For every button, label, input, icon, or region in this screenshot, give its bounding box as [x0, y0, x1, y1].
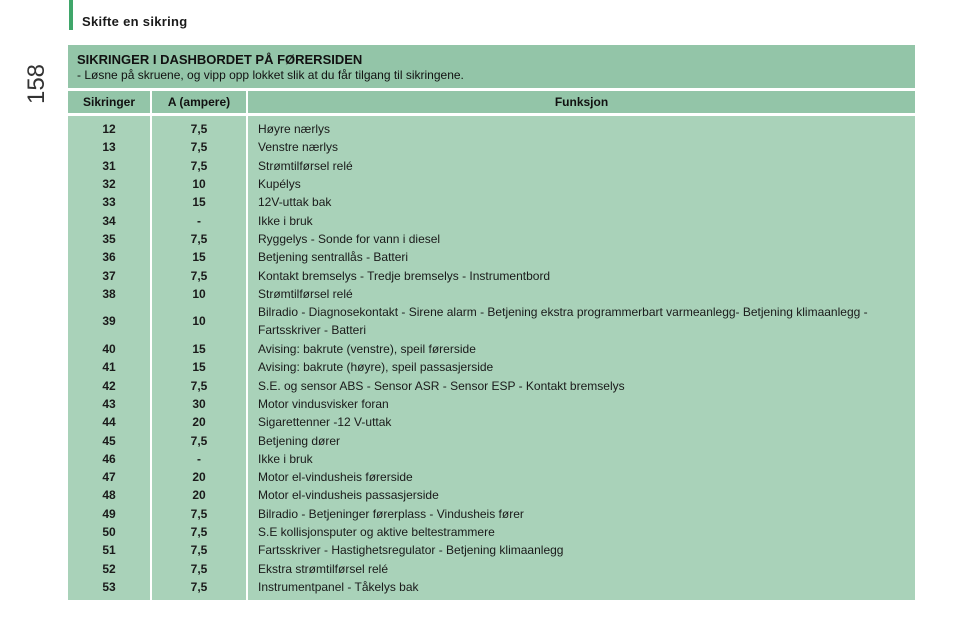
table-row	[68, 340, 915, 358]
function-cell: Ryggelys - Sonde for vann i diesel	[247, 230, 915, 248]
fuse-number-cell: 33	[68, 193, 151, 211]
table-row	[68, 248, 915, 266]
ampere-cell: 7,5	[151, 560, 247, 578]
function-cell: Motor el-vindusheis førerside	[247, 468, 915, 486]
ampere-cell: 7,5	[151, 541, 247, 559]
ampere-cell: 15	[151, 193, 247, 211]
function-cell: S.E. og sensor ABS - Sensor ASR - Sensor ESP - Kontakt bremselys	[247, 377, 915, 395]
fuse-table-header-row	[68, 91, 915, 115]
table-row	[68, 303, 915, 340]
ampere-cell: 10	[151, 303, 247, 340]
fuse-number-cell: 44	[68, 413, 151, 431]
ampere-cell: 15	[151, 248, 247, 266]
fuse-number-cell: 31	[68, 157, 151, 175]
table-row	[68, 230, 915, 248]
function-cell: Betjening dører	[247, 431, 915, 449]
ampere-cell: 20	[151, 413, 247, 431]
ampere-cell: -	[151, 450, 247, 468]
table-row	[68, 115, 915, 139]
fuse-number-cell: 35	[68, 230, 151, 248]
ampere-cell: 7,5	[151, 505, 247, 523]
function-cell: S.E kollisjonsputer og aktive beltestrammere	[247, 523, 915, 541]
ampere-cell: 15	[151, 340, 247, 358]
ampere-cell: 7,5	[151, 266, 247, 284]
ampere-cell: 10	[151, 175, 247, 193]
page-number: 158	[23, 63, 50, 105]
ampere-cell: 7,5	[151, 523, 247, 541]
fuse-header-box	[68, 45, 915, 88]
column-header-fuse: Sikringer	[68, 91, 151, 115]
table-row	[68, 138, 915, 156]
table-row	[68, 523, 915, 541]
ampere-cell: 30	[151, 395, 247, 413]
ampere-cell: -	[151, 211, 247, 229]
fuse-number-cell: 37	[68, 266, 151, 284]
fuse-number-cell: 50	[68, 523, 151, 541]
table-row	[68, 450, 915, 468]
fuse-number-cell: 51	[68, 541, 151, 559]
function-cell: Strømtilførsel relé	[247, 157, 915, 175]
fuse-number-cell: 46	[68, 450, 151, 468]
table-row	[68, 560, 915, 578]
table-row	[68, 395, 915, 413]
table-row	[68, 468, 915, 486]
fuse-number-cell: 39	[68, 303, 151, 340]
function-cell: Venstre nærlys	[247, 138, 915, 156]
function-cell: Ikke i bruk	[247, 450, 915, 468]
function-cell: Instrumentpanel - Tåkelys bak	[247, 578, 915, 600]
table-row	[68, 285, 915, 303]
table-row	[68, 193, 915, 211]
ampere-cell: 10	[151, 285, 247, 303]
table-row	[68, 157, 915, 175]
section-accent-bar	[69, 0, 73, 30]
fuse-number-cell: 36	[68, 248, 151, 266]
ampere-cell: 7,5	[151, 578, 247, 600]
fuse-number-cell: 49	[68, 505, 151, 523]
ampere-cell: 7,5	[151, 138, 247, 156]
function-cell: Betjening sentrallås - Batteri	[247, 248, 915, 266]
fuse-header-title: SIKRINGER I DASHBORDET PÅ FØRERSIDEN	[77, 52, 363, 67]
fuse-number-cell: 12	[68, 115, 151, 139]
table-row	[68, 266, 915, 284]
fuse-number-cell: 47	[68, 468, 151, 486]
table-row	[68, 578, 915, 600]
table-row	[68, 431, 915, 449]
fuse-number-cell: 43	[68, 395, 151, 413]
ampere-cell: 20	[151, 468, 247, 486]
ampere-cell: 7,5	[151, 157, 247, 175]
fuse-table	[68, 91, 915, 600]
table-row	[68, 211, 915, 229]
fuse-table-body	[68, 115, 915, 601]
function-cell: Bilradio - Diagnosekontakt - Sirene alarm - Betjening ekstra programmerbart varmeanlegg- Betjening klimaanlegg - Fartsskriver - Batteri	[247, 303, 915, 340]
fuse-number-cell: 41	[68, 358, 151, 376]
fuse-number-cell: 13	[68, 138, 151, 156]
fuse-number-cell: 34	[68, 211, 151, 229]
function-cell: Strømtilførsel relé	[247, 285, 915, 303]
section-title: Skifte en sikring	[82, 14, 188, 29]
function-cell: Avising: bakrute (venstre), speil førerside	[247, 340, 915, 358]
function-cell: Kontakt bremselys - Tredje bremselys - Instrumentbord	[247, 266, 915, 284]
function-cell: Ekstra strømtilførsel relé	[247, 560, 915, 578]
table-row	[68, 377, 915, 395]
ampere-cell: 7,5	[151, 230, 247, 248]
function-cell: Bilradio - Betjeninger førerplass - Vindusheis fører	[247, 505, 915, 523]
function-cell: Fartsskriver - Hastighetsregulator - Betjening klimaanlegg	[247, 541, 915, 559]
function-cell: Motor el-vindusheis passasjerside	[247, 486, 915, 504]
fuse-number-cell: 45	[68, 431, 151, 449]
column-header-ampere: A (ampere)	[151, 91, 247, 115]
function-cell: Avising: bakrute (høyre), speil passasjerside	[247, 358, 915, 376]
fuse-header-instruction: - Løsne på skruene, og vipp opp lokket slik at du får tilgang til sikringene.	[77, 68, 464, 82]
ampere-cell: 15	[151, 358, 247, 376]
table-row	[68, 505, 915, 523]
table-row	[68, 541, 915, 559]
table-row	[68, 175, 915, 193]
ampere-cell: 7,5	[151, 115, 247, 139]
table-row	[68, 486, 915, 504]
ampere-cell: 20	[151, 486, 247, 504]
table-row	[68, 358, 915, 376]
fuse-number-cell: 52	[68, 560, 151, 578]
function-cell: Motor vindusvisker foran	[247, 395, 915, 413]
function-cell: Ikke i bruk	[247, 211, 915, 229]
ampere-cell: 7,5	[151, 431, 247, 449]
table-row	[68, 413, 915, 431]
fuse-number-cell: 53	[68, 578, 151, 600]
fuse-number-cell: 42	[68, 377, 151, 395]
function-cell: Kupélys	[247, 175, 915, 193]
fuse-number-cell: 38	[68, 285, 151, 303]
function-cell: Høyre nærlys	[247, 115, 915, 139]
fuse-number-cell: 48	[68, 486, 151, 504]
fuse-number-cell: 32	[68, 175, 151, 193]
function-cell: Sigarettenner -12 V-uttak	[247, 413, 915, 431]
ampere-cell: 7,5	[151, 377, 247, 395]
fuse-number-cell: 40	[68, 340, 151, 358]
column-header-function: Funksjon	[247, 91, 915, 115]
function-cell: 12V-uttak bak	[247, 193, 915, 211]
